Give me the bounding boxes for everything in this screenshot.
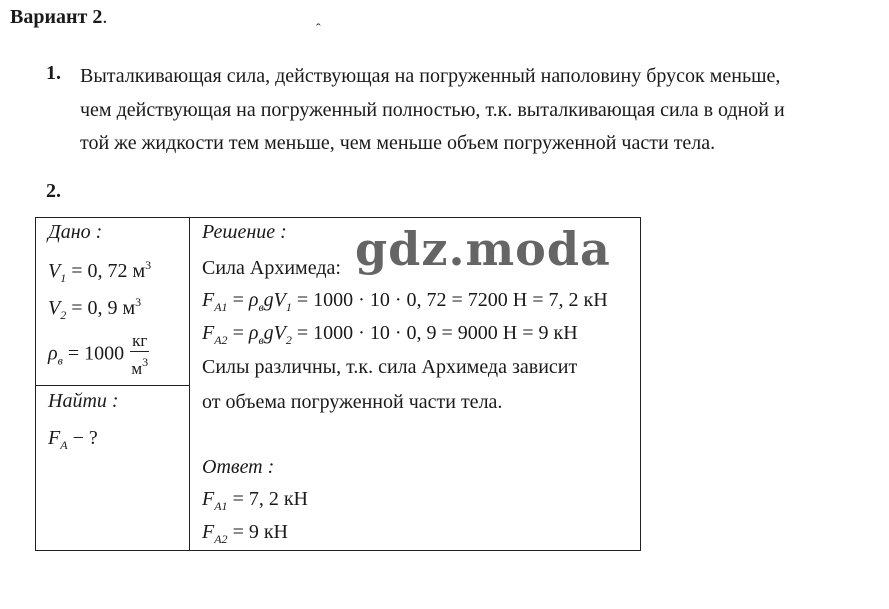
given-v1: $V_1 = 0$, 72 $м^3$ [48,258,152,285]
given-heading: Дано : [48,221,103,243]
problem-1-line: чем действующая на погруженный полностью, т.к. выталкивающая сила в одной и [80,98,785,121]
given-rho: $\rho_в = 1000$ $\frac{кг}{м^3}$ [48,331,149,378]
solution-heading: Решение : [202,221,287,243]
problem-1-line: Выталкивающая сила, действующая на погруженный наполовину брусок меньше, [80,65,781,87]
stray-mark: ˆ [316,22,321,37]
solution-line-1: Сила Архимеда: [202,257,341,279]
problem-1-number: 1. [46,62,61,84]
answer-fa2: $F_{А2} = 9$ кН [202,521,289,546]
find-heading: Найти : [48,390,119,412]
page-title: Вариант 2. [10,6,108,28]
table-divider-horizontal [36,385,189,386]
formula-fa2: $F_{А2} = \rho_вgV_2 = 1000 \cdot 10 \cdot 0$, 9 = 9000 Н = 9 кН [202,322,578,347]
problem-1-text [80,60,880,161]
problem-2-number: 2. [46,180,61,202]
answer-fa1: $F_{А1} = 7$, 2 кН [202,488,309,513]
solution-text-2: от объема погруженной части тела. [202,391,503,413]
density-unit: $\frac{кг}{м^3}$ [131,331,149,378]
solution-text-1: Силы различны, т.к. сила Архимеда зависит [202,356,578,378]
problem-1-line: той же жидкости тем меньше, чем меньше объем погруженной части тела. [80,132,716,154]
watermark-logo: gdz.moda [355,222,611,276]
formula-fa1: $F_{А1} = \rho_вgV_1 = 1000 \cdot 10 \cdot 0$, 72 = 7200 Н = 7, 2 кН [202,289,608,314]
table-divider-vertical [189,218,190,550]
given-v2: $V_2 = 0$, 9 $м^3$ [48,295,142,322]
find-fa: $F_А$ − ? [48,427,98,452]
answer-heading: Ответ : [202,456,275,478]
